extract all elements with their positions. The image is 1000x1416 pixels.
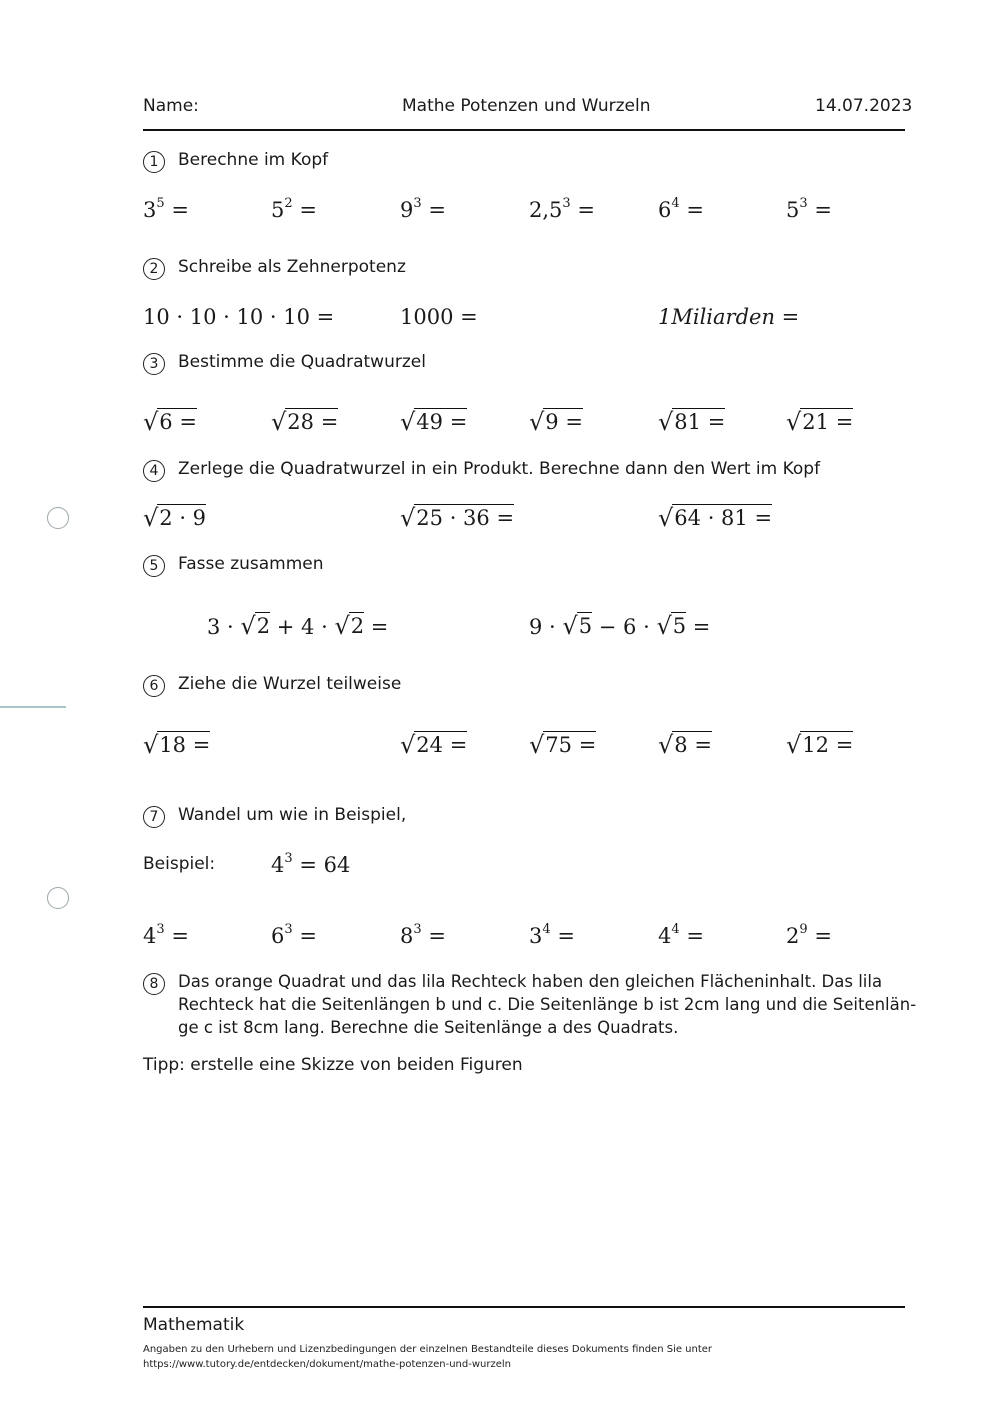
sqrt-expression: √ 18 = [143,731,211,759]
task-number: 6 [143,675,165,697]
page-title: Mathe Potenzen und Wurzeln [402,96,651,116]
fold-mark [0,706,66,708]
task-number: 2 [143,258,165,280]
task-label: Fasse zusammen [178,554,324,574]
sqrt-expression: √ 75 = [529,731,597,759]
punch-hole-bottom [47,887,69,909]
tip-text: Tipp: erstelle eine Skizze von beiden Figuren [143,1055,523,1075]
task-label: Wandel um wie in Beispiel, [178,805,407,825]
combine-expression: 3 · √ 2 + 4 · √ 2 = [207,612,389,640]
power-expression: $2,5^3$ = [529,196,595,222]
number-expression: 1000 = [400,305,478,329]
sqrt-product-expression: √ 25 · 36 = [400,504,515,532]
footer-license-text: Angaben zu den Urhebern und Lizenzbedingungen der einzelnen Bestandteile dieses Dokuments finden Sie unter [143,1344,713,1355]
power-expression: $8^3$ = [400,922,446,948]
task-label: Berechne im Kopf [178,150,329,170]
footer-subject: Mathematik [143,1315,245,1335]
combine-expression: 9 · √ 5 − 6 · √ 5 = [529,612,711,640]
sqrt-product-expression: √ 2 · 9 [143,504,207,532]
sqrt-product-expression: √ 64 · 81 = [658,504,773,532]
task-number: 4 [143,460,165,482]
task-label: Ziehe die Wurzel teilweise [178,674,402,694]
sqrt-expression: √ 21 = [786,408,854,436]
power-expression: $5^3$ = [786,196,832,222]
sqrt-expression: √ 49 = [400,408,468,436]
footer-rule [143,1306,905,1308]
punch-hole-top [47,507,69,529]
power-expression: $3^4$ = [529,922,575,948]
task-number: 8 [143,973,165,995]
date: 14.07.2023 [815,96,913,116]
task-label: Zerlege die Quadratwurzel in ein Produkt. Berechne dann den Wert im Kopf [178,459,821,479]
power-expression: $6^4$ = [658,196,704,222]
task-label: Bestimme die Quadratwurzel [178,352,426,372]
task-label: Schreibe als Zehnerpotenz [178,257,406,277]
header-rule [143,129,905,131]
power-expression: $6^3$ = [271,922,317,948]
power-expression: $4^4$ = [658,922,704,948]
task-text-line: ge c ist 8cm lang. Berechne die Seitenlänge a des Quadrats. [178,1018,679,1037]
power-expression: $5^2$ = [271,196,317,222]
task-number: 3 [143,353,165,375]
task-number: 1 [143,151,165,173]
task-number: 7 [143,806,165,828]
sqrt-expression: √ 24 = [400,731,468,759]
name-label: Name: [143,96,199,116]
task-text-line: Das orange Quadrat und das lila Rechteck haben den gleichen Flächeninhalt. Das lila [178,972,883,991]
example-expression: $4^3 = 64$ [271,851,351,877]
task-text-line: Rechteck hat die Seitenlängen b und c. Die Seitenlänge b ist 2cm lang und die Seitenlän- [178,995,917,1014]
power-expression: $2^9$ = [786,922,832,948]
sqrt-expression: √ 8 = [658,731,712,759]
sqrt-expression: √ 12 = [786,731,854,759]
product-expression: 10 · 10 · 10 · 10 = [143,305,335,329]
word-expression: 1Miliarden = [658,305,800,329]
example-label: Beispiel: [143,854,216,874]
power-expression: $4^3$ = [143,922,189,948]
sqrt-expression: √ 81 = [658,408,726,436]
sqrt-expression: √ 9 = [529,408,583,436]
sqrt-expression: √ 28 = [271,408,339,436]
footer-license-url[interactable]: https://www.tutory.de/entdecken/dokument/mathe-potenzen-und-wurzeln [143,1359,511,1370]
sqrt-expression: √ 6 = [143,408,197,436]
power-expression: $9^3$ = [400,196,446,222]
task-number: 5 [143,555,165,577]
power-expression: $3^5$ = [143,196,189,222]
